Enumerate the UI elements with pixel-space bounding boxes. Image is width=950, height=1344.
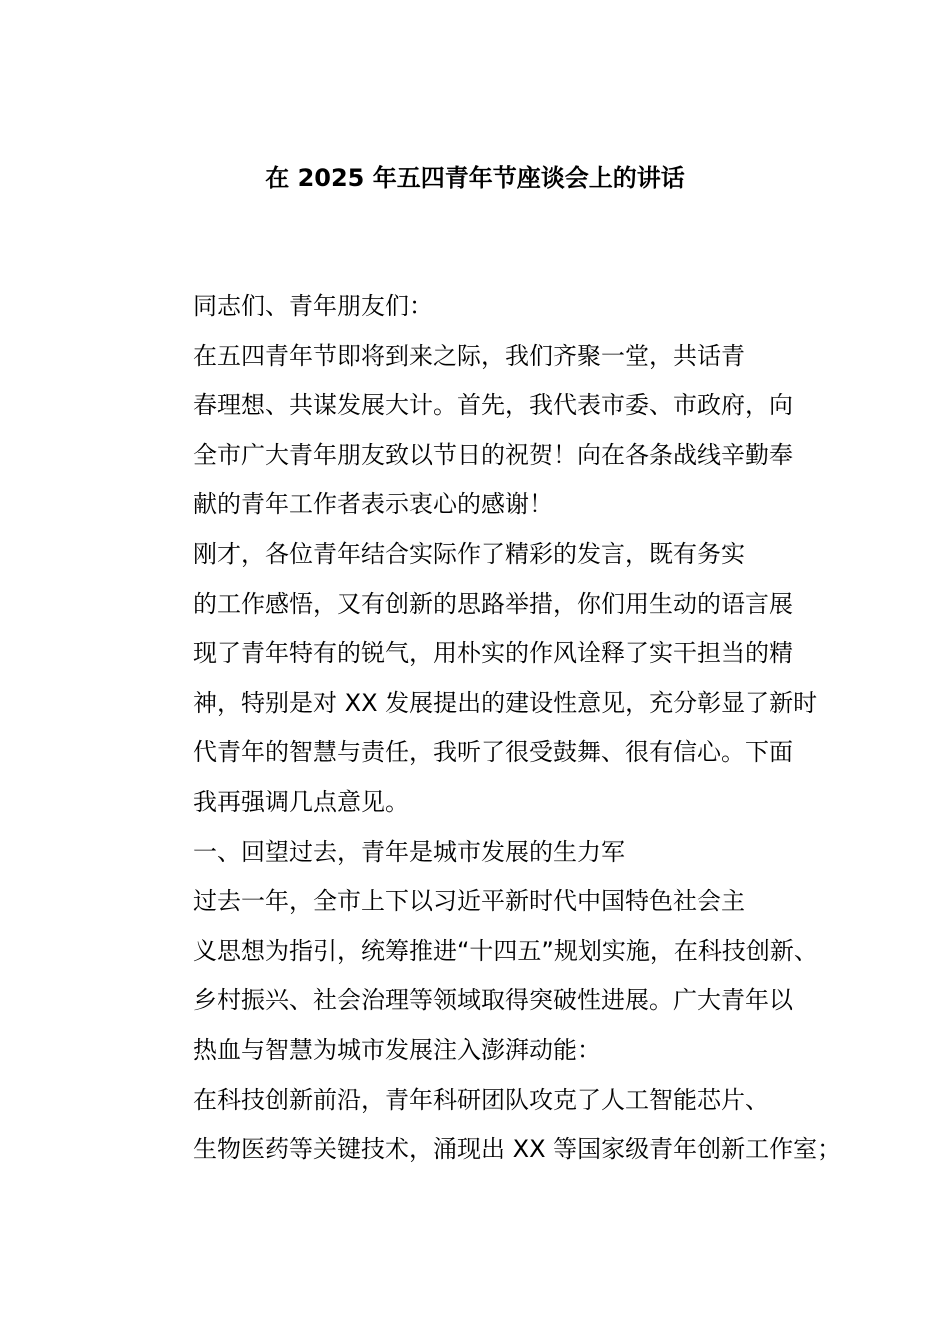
paragraph-greeting (145, 282, 835, 332)
text-line: 春理想、共谋发展大计。首先，我代表市委、市政府，向 (193, 391, 793, 420)
paragraph-remarks (145, 530, 835, 828)
paragraph-review (145, 877, 835, 1075)
text-line: 生物医药等关键技术，涌现出 XX 等国家级青年创新工作室； (193, 1135, 842, 1164)
text-line: 现了青年特有的锐气，用朴实的作风诠释了实干担当的精 (193, 639, 793, 668)
paragraph-innovation (145, 1076, 842, 1175)
text-line: 同志们、青年朋友们： (193, 292, 433, 320)
text-line: 的工作感悟，又有创新的思路举措，你们用生动的语言展 (193, 589, 793, 618)
text-line: 神，特别是对 XX 发展提出的建设性意见，充分彰显了新时 (193, 688, 818, 717)
document-title: 在 2025 年五四青年节座谈会上的讲话 (265, 164, 685, 192)
text-line: 我再强调几点意见。 (193, 787, 409, 816)
text-line: 献的青年工作者表示衷心的感谢！ (193, 490, 553, 519)
text-line: 过去一年，全市上下以习近平新时代中国特色社会主 (193, 887, 745, 916)
text-line: 代青年的智慧与责任，我听了很受鼓舞、很有信心。下面 (193, 738, 793, 767)
text-line: 在五四青年节即将到来之际，我们齐聚一堂，共话青 (193, 341, 745, 370)
text-line: 热血与智慧为城市发展注入澎湃动能： (193, 1035, 601, 1064)
section-heading-1 (145, 828, 835, 878)
text-line: 刚才，各位青年结合实际作了精彩的发言，既有务实 (193, 539, 745, 568)
document-body (145, 282, 842, 1175)
text-line: 全市广大青年朋友致以节日的祝贺！向在各条战线辛勤奉 (193, 440, 793, 469)
text-line: 义思想为指引，统筹推进“十四五”规划实施，在科技创新、 (193, 936, 818, 965)
paragraph-opening (145, 332, 835, 530)
text-line: 一、回望过去，青年是城市发展的生力军 (193, 837, 625, 866)
text-line: 在科技创新前沿，青年科研团队攻克了人工智能芯片、 (193, 1085, 769, 1114)
text-line: 乡村振兴、社会治理等领域取得突破性进展。广大青年以 (193, 986, 793, 1015)
